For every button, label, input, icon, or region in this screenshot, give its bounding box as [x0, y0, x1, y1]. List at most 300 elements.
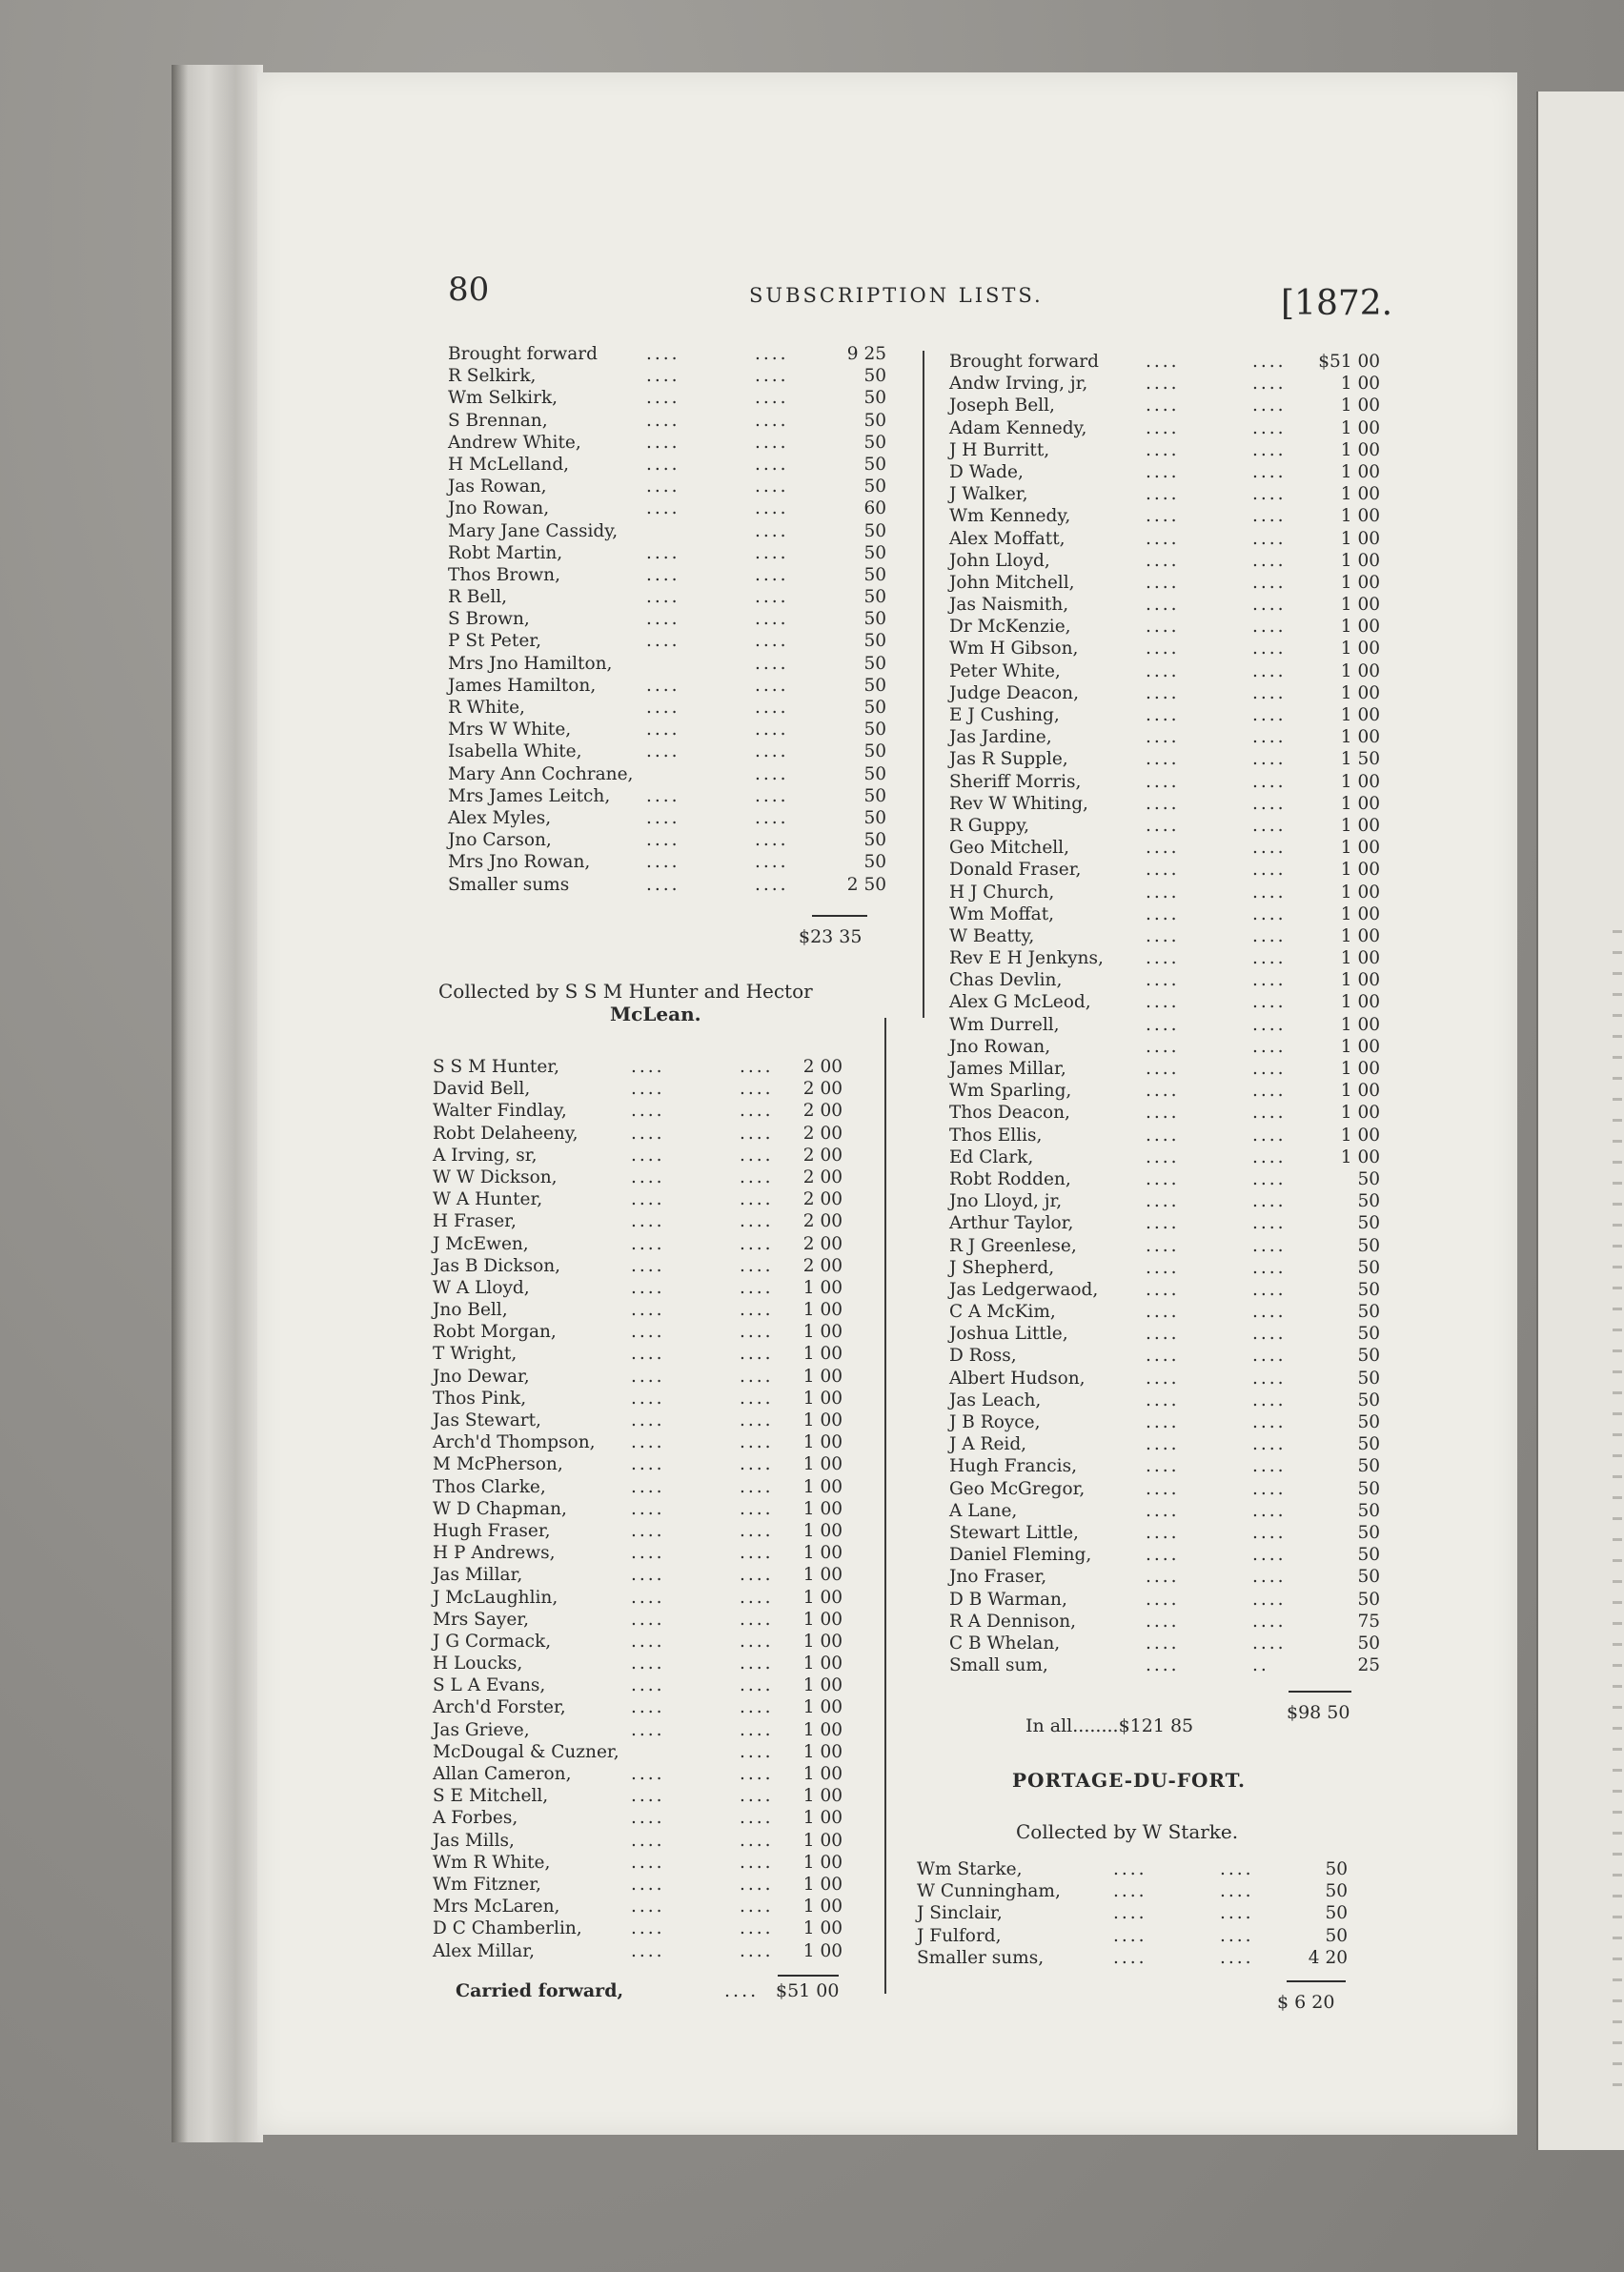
list-item: [949, 638, 1380, 659]
leader-dots: ....: [755, 763, 789, 784]
leader-dots: ....: [1252, 1478, 1287, 1499]
subscription-amount: 1 00: [1340, 595, 1380, 616]
leader-dots: ....: [631, 1609, 665, 1630]
leader-dots: ....: [1252, 1103, 1287, 1124]
leader-dots: ....: [755, 564, 789, 585]
leader-dots: ....: [646, 454, 680, 475]
leader-dots: ....: [1146, 595, 1180, 616]
leader-dots: ....: [740, 1520, 774, 1541]
leader-dots: ....: [631, 1166, 665, 1187]
list-item: [949, 1168, 1380, 1190]
list-item: [433, 1123, 842, 1145]
leader-dots: ....: [646, 542, 680, 563]
subscription-amount: 1 00: [1340, 1146, 1380, 1167]
subscriber-name: J A Reid,: [949, 1434, 1027, 1455]
list-item: [949, 351, 1380, 373]
list-item: [949, 991, 1380, 1013]
leader-dots: ....: [1146, 484, 1180, 505]
leader-dots: ....: [631, 1101, 665, 1122]
subscriber-name: Brought forward: [448, 344, 598, 364]
subscriber-name: Jno Fraser,: [949, 1567, 1047, 1588]
leader-dots: ....: [740, 1587, 774, 1608]
subscriber-name: Small sum,: [949, 1655, 1048, 1676]
subscriber-name: R White,: [448, 698, 525, 718]
subscriber-name: Wm Fitzner,: [433, 1874, 541, 1895]
list-item: [949, 1058, 1380, 1080]
list-item: [433, 1696, 842, 1718]
leader-dots: ....: [755, 520, 789, 541]
leader-dots: ....: [631, 1410, 665, 1430]
leader-dots: ....: [740, 1697, 774, 1718]
adjacent-page: [1536, 91, 1624, 2150]
subscription-amount: 50: [863, 763, 886, 784]
leader-dots: ....: [631, 1366, 665, 1387]
leader-dots: ....: [1252, 1235, 1287, 1256]
leader-dots: ....: [646, 432, 680, 453]
subscriber-name: Smaller sums,: [917, 1947, 1045, 1968]
leader-dots: ....: [1146, 882, 1180, 903]
subscription-amount: 50: [863, 653, 886, 674]
subscription-amount: 1 00: [802, 1874, 842, 1895]
subscription-amount: 60: [863, 498, 886, 519]
list-item: [433, 1498, 842, 1520]
list-item: [949, 461, 1380, 483]
subscriber-name: Jas Rowan,: [448, 477, 547, 497]
subscription-amount: 1 00: [802, 1366, 842, 1387]
leader-dots: ....: [740, 1653, 774, 1674]
list-item: [448, 454, 886, 476]
carried-forward-label: Carried forward,: [456, 1980, 624, 2001]
list-item: [949, 1411, 1380, 1433]
subscriber-name: Mrs James Leitch,: [448, 785, 611, 806]
leader-dots: ....: [1146, 1036, 1180, 1057]
leader-dots: ....: [1146, 1014, 1180, 1035]
subscription-amount: 50: [1357, 1478, 1380, 1499]
subscriber-name: Geo McGregor,: [949, 1478, 1086, 1499]
list-item: [949, 1014, 1380, 1036]
leader-dots: ....: [1146, 925, 1180, 946]
subscriber-name: A Lane,: [949, 1500, 1018, 1521]
leader-dots: ....: [740, 1918, 774, 1939]
leader-dots: ....: [1252, 1146, 1287, 1167]
subscriber-name: Andrew White,: [448, 432, 581, 453]
leader-dots: ....: [740, 1057, 774, 1077]
subscription-amount: 1 00: [802, 1741, 842, 1762]
leader-dots: ....: [631, 1653, 665, 1674]
leader-dots: ....: [1252, 352, 1287, 372]
subscriber-name: Mrs Sayer,: [433, 1609, 529, 1630]
subscription-amount: 50: [1357, 1500, 1380, 1521]
subscription-amount: 1 00: [802, 1344, 842, 1365]
subscriber-name: Wm Kennedy,: [949, 506, 1071, 527]
subscriber-name: S Brown,: [448, 609, 530, 630]
leader-dots: ....: [740, 1145, 774, 1166]
list-item: [448, 564, 886, 586]
subscription-amount: 50: [1325, 1925, 1348, 1946]
subscription-amount: 1 00: [1340, 572, 1380, 593]
leader-dots: ....: [740, 1830, 774, 1851]
subscription-amount: 50: [863, 830, 886, 851]
leader-dots: ....: [1146, 771, 1180, 792]
leader-dots: ....: [740, 1874, 774, 1895]
leader-dots: ....: [1252, 903, 1287, 924]
subscriber-name: Mary Ann Cochrane,: [448, 763, 634, 784]
leader-dots: ....: [740, 1300, 774, 1321]
subscriber-name: Joseph Bell,: [949, 396, 1055, 416]
leader-dots: ....: [1252, 1125, 1287, 1146]
list-item: [448, 763, 886, 785]
list-item: [949, 1036, 1380, 1058]
list-item: [917, 1902, 1348, 1924]
list-item: [949, 395, 1380, 416]
subscription-amount: 1 00: [1340, 948, 1380, 969]
leader-dots: ....: [631, 1498, 665, 1519]
leader-dots: ....: [646, 477, 680, 497]
leader-dots: ....: [740, 1631, 774, 1652]
leader-dots: ....: [755, 587, 789, 608]
list-item: [433, 1674, 842, 1696]
subscriber-name: Jno Bell,: [433, 1300, 508, 1321]
subscriber-name: Mrs W White,: [448, 720, 572, 740]
subscription-amount: 50: [1357, 1522, 1380, 1543]
leader-dots: ....: [1146, 352, 1180, 372]
leader-dots: ....: [1252, 639, 1287, 659]
list-item: [448, 630, 886, 652]
page-number: 80: [448, 271, 490, 309]
subscriber-name: D B Warman,: [949, 1589, 1067, 1610]
subscription-amount: 50: [863, 477, 886, 497]
list-item: [949, 1522, 1380, 1544]
subscription-amount: 50: [863, 587, 886, 608]
leader-dots: ....: [1252, 1168, 1287, 1189]
leader-dots: ....: [740, 1410, 774, 1430]
leader-dots: ....: [1252, 705, 1287, 725]
page-year: [1872.: [1281, 284, 1393, 323]
list-total-right: $98 50: [1287, 1702, 1350, 1723]
leader-dots: ....: [1252, 439, 1287, 460]
leader-dots: ....: [1252, 595, 1287, 616]
leader-dots: ....: [1252, 970, 1287, 991]
subscriber-name: John Mitchell,: [949, 572, 1075, 593]
subscriber-name: Alex G McLeod,: [949, 992, 1091, 1013]
leader-dots: ....: [631, 1454, 665, 1475]
leader-dots: ....: [740, 1344, 774, 1365]
subscriber-name: Rev W Whiting,: [949, 793, 1088, 814]
subscription-amount: 1 00: [1340, 1059, 1380, 1079]
leader-dots: ....: [740, 1233, 774, 1254]
subscription-amount: 50: [1325, 1881, 1348, 1902]
subscription-amount: 50: [863, 852, 886, 873]
subscription-amount: 1 00: [802, 1918, 842, 1939]
leader-dots: ....: [1252, 1324, 1287, 1345]
list-item: [448, 675, 886, 697]
list-item: [433, 1896, 842, 1917]
leader-dots: ....: [1146, 838, 1180, 859]
leader-dots: ....: [1146, 1655, 1180, 1676]
subscriber-name: Andw Irving, jr,: [949, 374, 1088, 395]
leader-dots: ....: [755, 785, 789, 806]
column-divider-lower: [884, 1018, 886, 1994]
subscription-amount: 50: [863, 807, 886, 828]
subscription-amount: 1 00: [802, 1609, 842, 1630]
leader-dots: ....: [740, 1476, 774, 1497]
leader-dots: ....: [1146, 1146, 1180, 1167]
leader-dots: ....: [631, 1300, 665, 1321]
subscription-amount: 1 00: [802, 1786, 842, 1807]
leader-dots: ....: [755, 874, 789, 895]
leader-dots: ....: [646, 807, 680, 828]
leader-dots: ....: [1220, 1903, 1254, 1924]
list-item: [949, 726, 1380, 748]
subscriber-name: McDougal & Cuzner,: [433, 1741, 619, 1762]
leader-dots: ....: [1113, 1947, 1147, 1968]
leader-dots: ....: [1220, 1859, 1254, 1879]
subscriber-name: R Guppy,: [949, 815, 1030, 836]
subscriber-name: Jas Naismith,: [949, 595, 1069, 616]
leader-dots: ....: [740, 1432, 774, 1453]
subscriber-name: David Bell,: [433, 1079, 531, 1100]
leader-dots: ....: [646, 785, 680, 806]
subscriber-name: James Hamilton,: [448, 675, 597, 696]
subscriber-name: H J Church,: [949, 882, 1055, 903]
subscription-amount: 50: [863, 741, 886, 762]
subscription-amount: 50: [863, 785, 886, 806]
subscriber-name: W Cunningham,: [917, 1881, 1061, 1902]
list-item: [448, 851, 886, 873]
list-item: [433, 1145, 842, 1166]
subscription-amount: 2 00: [802, 1166, 842, 1187]
leader-dots: ....: [646, 587, 680, 608]
list-item: [949, 1323, 1380, 1345]
list-item: [949, 373, 1380, 395]
subscription-amount: 1 00: [1340, 882, 1380, 903]
subscriber-name: Robt Morgan,: [433, 1322, 557, 1343]
leader-dots: ....: [631, 1874, 665, 1895]
leader-dots: ....: [755, 609, 789, 630]
subscription-amount: 1 00: [1340, 1125, 1380, 1146]
subscriber-name: Hugh Fraser,: [433, 1520, 551, 1541]
subscription-amount: 50: [1357, 1191, 1380, 1212]
leader-dots: ....: [1113, 1859, 1147, 1879]
list-item: [433, 1100, 842, 1122]
subscriber-name: S S M Hunter,: [433, 1057, 559, 1077]
subscriber-name: P St Peter,: [448, 631, 541, 652]
list-item: [949, 1235, 1380, 1257]
subscriber-name: Robt Rodden,: [949, 1168, 1071, 1189]
leader-dots: ....: [740, 1166, 774, 1187]
leader-dots: ....: [1146, 660, 1180, 681]
subscription-amount: 1 00: [1340, 374, 1380, 395]
leader-dots: ....: [740, 1543, 774, 1564]
subscription-amount: 4 20: [1308, 1947, 1348, 1968]
list-item: [949, 1368, 1380, 1390]
leader-dots: ....: [1252, 1434, 1287, 1455]
leader-dots: ....: [1252, 1191, 1287, 1212]
leader-dots: ....: [646, 609, 680, 630]
subscription-amount: 1 00: [1340, 617, 1380, 638]
subscriber-name: A Irving, sr,: [433, 1145, 538, 1166]
leader-dots: ....: [740, 1079, 774, 1100]
leader-dots: ....: [740, 1322, 774, 1343]
leader-dots: ....: [1146, 1081, 1180, 1102]
subscriber-name: W Beatty,: [949, 925, 1035, 946]
leader-dots: ....: [755, 631, 789, 652]
leader-dots: ....: [1146, 1611, 1180, 1632]
list-item: [917, 1925, 1348, 1947]
subscriber-name: R Bell,: [448, 587, 508, 608]
subscription-amount: 1 00: [802, 1300, 842, 1321]
subscription-amount: 25: [1357, 1655, 1380, 1676]
subscription-amount: 1 00: [802, 1322, 842, 1343]
subscription-amount: 50: [863, 388, 886, 409]
leader-dots: ....: [646, 741, 680, 762]
subscriber-name: R J Greenlese,: [949, 1235, 1077, 1256]
leader-dots: ....: [1146, 705, 1180, 725]
leader-dots: ....: [646, 631, 680, 652]
subscriber-name: R A Dennison,: [949, 1611, 1077, 1632]
list-item: [917, 1947, 1348, 1969]
list-item: [433, 1653, 842, 1674]
subscriber-name: D Wade,: [949, 461, 1024, 482]
leader-dots: ....: [1146, 1191, 1180, 1212]
list-item: [949, 882, 1380, 903]
subscriber-name: Robt Martin,: [448, 542, 563, 563]
subscriber-name: Jno Dewar,: [433, 1366, 530, 1387]
subscriber-name: W W Dickson,: [433, 1166, 558, 1187]
subscription-amount: 1 00: [1340, 727, 1380, 748]
leader-dots: ....: [1252, 528, 1287, 549]
list-item: [433, 1874, 842, 1896]
leader-dots: ....: [631, 1277, 665, 1298]
leader-dots: ....: [1252, 1589, 1287, 1610]
subscription-amount: 2 00: [802, 1079, 842, 1100]
list-item: [949, 1190, 1380, 1212]
leader-dots: ....: [631, 1145, 665, 1166]
list-item: [917, 1858, 1348, 1880]
leader-dots: ....: [740, 1609, 774, 1630]
subscription-amount: 50: [863, 432, 886, 453]
subscription-amount: 1 00: [1340, 1014, 1380, 1035]
subscription-amount: 1 00: [1340, 815, 1380, 836]
subscription-amount: 50: [863, 542, 886, 563]
leader-dots: ....: [740, 1675, 774, 1696]
subscriber-name: Mary Jane Cassidy,: [448, 520, 619, 541]
leader-dots: ....: [631, 1719, 665, 1740]
list-item: [433, 1830, 842, 1852]
subscriber-name: Arthur Taylor,: [949, 1213, 1074, 1234]
subscriber-name: Hugh Francis,: [949, 1456, 1077, 1477]
subscription-amount: 50: [1357, 1434, 1380, 1455]
leader-dots: ....: [755, 388, 789, 409]
subscription-amount: 1 00: [802, 1830, 842, 1851]
list-item: [448, 740, 886, 762]
leader-dots: ....: [755, 410, 789, 431]
leader-dots: ....: [1252, 506, 1287, 527]
list-item: [448, 497, 886, 519]
subscription-amount: 50: [1357, 1412, 1380, 1432]
subscriber-name: Isabella White,: [448, 741, 582, 762]
leader-dots: ....: [1252, 1302, 1287, 1323]
subscriber-name: Mrs Jno Hamilton,: [448, 653, 613, 674]
subscriber-name: Jas Stewart,: [433, 1410, 541, 1430]
leader-dots: ....: [740, 1211, 774, 1232]
subscriber-name: Wm Moffat,: [949, 903, 1055, 924]
leader-dots: ....: [755, 830, 789, 851]
subscriber-name: Thos Brown,: [448, 564, 560, 585]
list-item: [949, 1279, 1380, 1301]
leader-dots: ....: [1146, 1545, 1180, 1566]
leader-dots: ....: [631, 1697, 665, 1718]
list-item: [433, 1852, 842, 1874]
subscriber-name: S L A Evans,: [433, 1675, 546, 1696]
list-item: [433, 1476, 842, 1498]
leader-dots: ....: [1252, 815, 1287, 836]
leader-dots: ....: [740, 1366, 774, 1387]
subscriber-name: W A Lloyd,: [433, 1277, 530, 1298]
subscription-amount: 50: [1357, 1589, 1380, 1610]
leader-dots: ....: [631, 1918, 665, 1939]
subscription-amount: 50: [1357, 1346, 1380, 1367]
subscriber-name: J B Royce,: [949, 1412, 1041, 1432]
subscription-amount: 2 00: [802, 1211, 842, 1232]
leader-dots: ....: [1146, 439, 1180, 460]
leader-dots: ....: [646, 410, 680, 431]
subscription-amount: 50: [1325, 1903, 1348, 1924]
list-item: [448, 719, 886, 740]
subscription-amount: 1 00: [1340, 860, 1380, 881]
subscriber-name: Alex Moffatt,: [949, 528, 1066, 549]
leader-dots: ....: [631, 1587, 665, 1608]
leader-dots: ....: [1146, 1500, 1180, 1521]
subscription-amount: 1 00: [1340, 1036, 1380, 1057]
list-item: [917, 1880, 1348, 1902]
subscription-amount: 1 50: [1340, 749, 1380, 770]
leader-dots: ....: [631, 1764, 665, 1784]
leader-dots: ....: [740, 1255, 774, 1276]
leader-dots: ....: [755, 807, 789, 828]
leader-dots: ....: [631, 1255, 665, 1276]
list-item: [433, 1807, 842, 1829]
leader-dots: ....: [1146, 417, 1180, 438]
subscriber-name: Joshua Little,: [949, 1324, 1068, 1345]
subscription-amount: 50: [1357, 1213, 1380, 1234]
subscriber-name: J H Burritt,: [949, 439, 1050, 460]
subscription-amount: 1 00: [1340, 396, 1380, 416]
leader-dots: ....: [1146, 1257, 1180, 1278]
subscriber-name: Brought forward: [949, 352, 1099, 372]
leader-dots: ....: [1146, 572, 1180, 593]
subscription-amount: 1 00: [1340, 925, 1380, 946]
subscription-amount: 1 00: [802, 1565, 842, 1586]
leader-dots: ....: [631, 1565, 665, 1586]
leader-dots: ....: [740, 1808, 774, 1829]
grand-total: In all........$121 85: [1025, 1715, 1194, 1736]
list-item: [433, 1564, 842, 1586]
list-item: [949, 815, 1380, 837]
list-item: [949, 483, 1380, 505]
subscription-amount: 1 00: [802, 1543, 842, 1564]
list-item: [433, 1255, 842, 1277]
list-item: [949, 1146, 1380, 1168]
subscription-amount: 1 00: [1340, 793, 1380, 814]
leader-dots: ....: [646, 388, 680, 409]
list-item: [949, 793, 1380, 815]
list-item: [949, 616, 1380, 638]
subscriber-name: Wm H Gibson,: [949, 639, 1079, 659]
carried-forward-dots: ....: [724, 1980, 760, 2001]
list-item: [448, 807, 886, 829]
leader-dots: ....: [740, 1852, 774, 1873]
